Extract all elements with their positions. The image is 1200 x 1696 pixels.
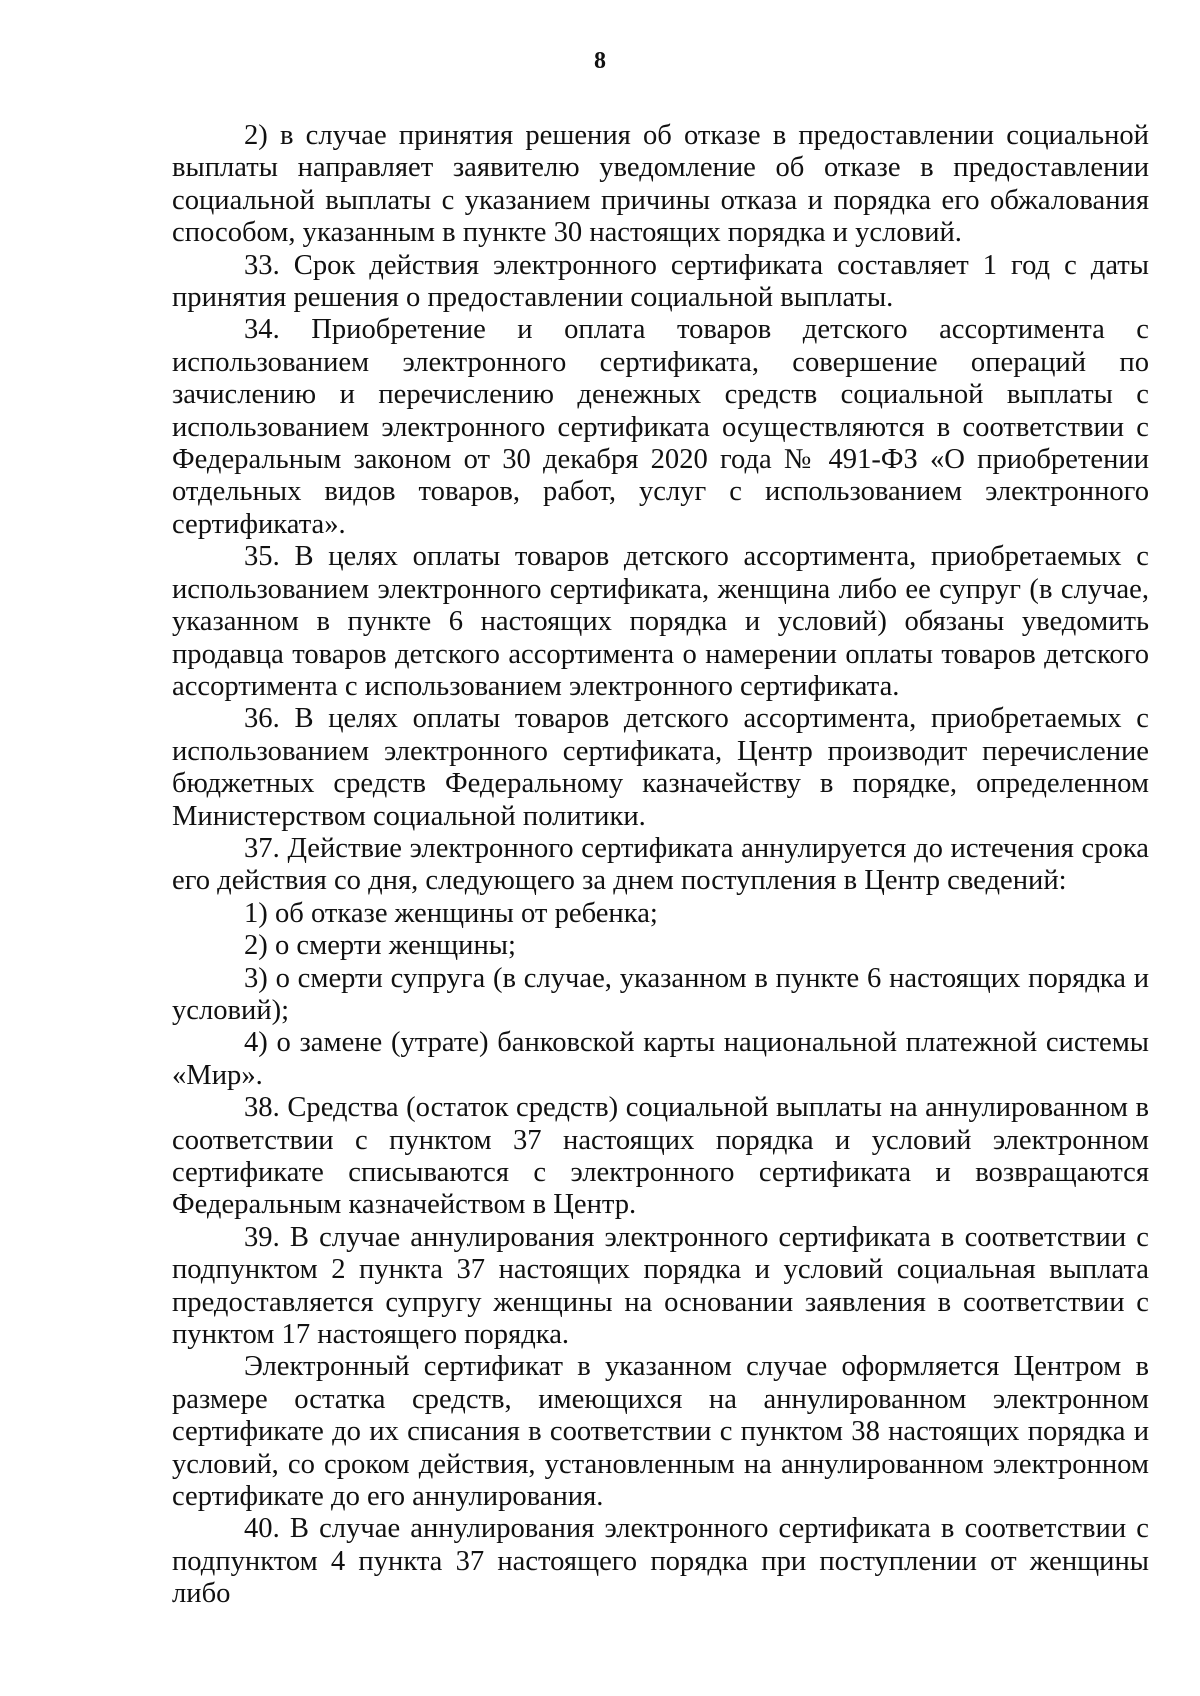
paragraph-37-item-2: 2) о смерти женщины; (244, 930, 516, 962)
paragraph-37-item-4: 4) о замене (утрате) банковской карты национальной платежной системы «Мир». (172, 1027, 1149, 1091)
document-body (172, 120, 1149, 1611)
paragraph-39-continued: Электронный сертификат в указанном случае оформляется Центром в размере остатка средств, имеющихся на аннулированном электронном сертификате до их списания в соответствии с пунктом 38 настоящих порядка и условий, со сроком действия, установленным на аннулированном электронном сертификате до его аннулирования. (172, 1351, 1149, 1513)
paragraph-35: 35. В целях оплаты товаров детского ассортимента, приобретаемых с использованием электронного сертификата, женщина либо ее супруг (в случае, указанном в пункте 6 настоящих порядка и условий) обязаны уведомить продавца товаров детского ассортимента о намерении оплаты товаров детского ассортимента с использованием электронного сертификата. (172, 541, 1149, 702)
paragraph-38: 38. Средства (остаток средств) социальной выплаты на аннулированном в соответствии с пунктом 37 настоящих порядка и условий электронном сертификате списываются с электронного сертификата и возвращаются Федеральным казначейством в Центр. (172, 1092, 1149, 1221)
paragraph-36: 36. В целях оплаты товаров детского ассортимента, приобретаемых с использованием электронного сертификата, Центр производит перечисление бюджетных средств Федеральному казначейству в порядке, определенном Министерством социальной политики. (172, 703, 1149, 832)
page-number: 8 (594, 48, 606, 74)
paragraph-39: 39. В случае аннулирования электронного сертификата в соответствии с подпунктом 2 пункта 37 настоящих порядка и условий социальная выплата предоставляется супругу женщины на основании заявления в соответствии с пунктом 17 настоящего порядка. (172, 1221, 1149, 1351)
paragraph-34: 34. Приобретение и оплата товаров детского ассортимента с использованием электронного сертификата, совершение операций по зачислению и перечислению денежных средств социальной выплаты с использованием электронного сертификата осуществляются в соответствии с Федеральным законом от 30 декабря 2020 года № 491-ФЗ «О приобретении отдельных видов товаров, работ, услуг с использованием электронного сертификата». (172, 314, 1149, 540)
paragraph-33: 33. Срок действия электронного сертификата составляет 1 год с даты принятия решения о предоставлении социальной выплаты. (172, 249, 1149, 314)
paragraph-2-refusal-notice: 2) в случае принятия решения об отказе в предоставлении социальной выплаты направляет заявителю уведомление об отказе в предоставлении социальной выплаты с указанием причины отказа и порядка его обжалования способом, указанным в пункте 30 настоящих порядка и условий. (172, 120, 1149, 249)
paragraph-37: 37. Действие электронного сертификата аннулируется до истечения срока его действия со дня, следующего за днем поступления в Центр сведений: (172, 832, 1149, 897)
paragraph-37-item-1: 1) об отказе женщины от ребенка; (244, 897, 658, 929)
paragraph-37-item-3: 3) о смерти супруга (в случае, указанном в пункте 6 настоящих порядка и условий); (172, 962, 1149, 1026)
paragraph-40: 40. В случае аннулирования электронного сертификата в соответствии с подпунктом 4 пункта 37 настоящего порядка при поступлении от женщины либо (172, 1513, 1149, 1610)
